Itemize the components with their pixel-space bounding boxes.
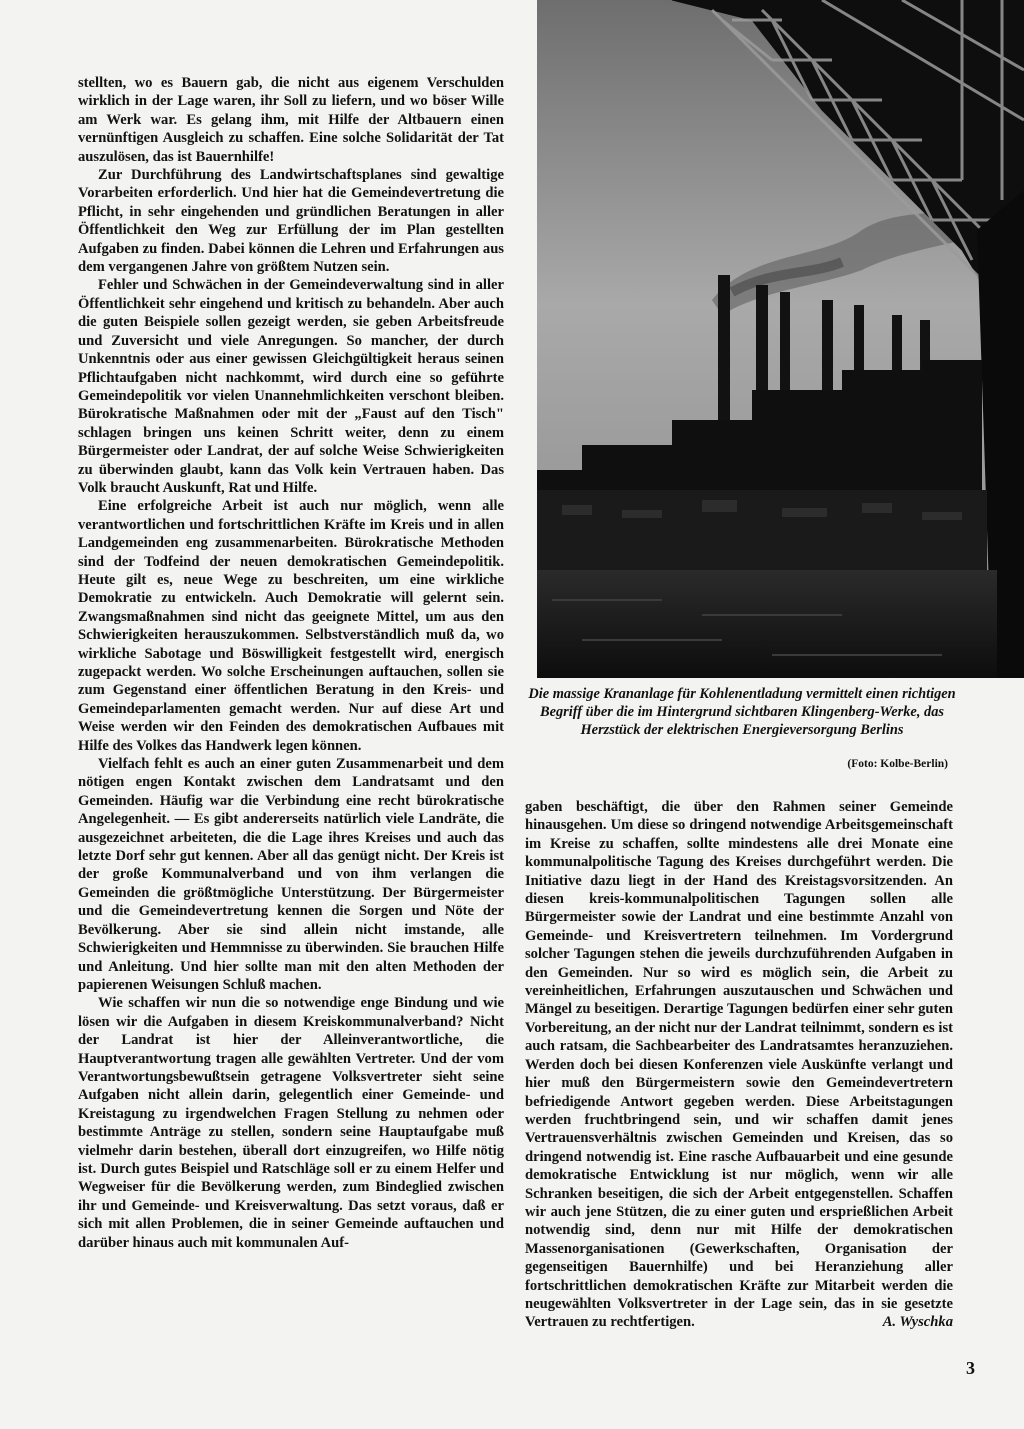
article-paragraph: Zur Durchführung des Landwirtschaftsplanes sind gewaltige Vorarbeiten erforderlich. Und hier hat die Gemeindevertretung die Pflicht, in sehr eingehenden und gründlichen Beratungen in aller Öffentlichkeit den Weg zur Erfüllung der im Plan gestellten Aufgaben zu finden. Dabei können die Lehren und Erfahrungen aus dem vergangenen Jahre von größtem Nutzen sein. (78, 167, 504, 276)
article-continuation-text: gaben beschäftigt, die über den Rahmen seiner Gemeinde hinausgehen. Um diese so dringend notwendige Arbeitsgemeinschaft im Kreise zu schaffen, sollte mindestens alle drei Monate eine kommunalpolitische Tagung des Kreises durchgeführt werden. Die Initiative dazu liegt in der Hand des Kreistagsvorsitzenden. An diesen kreis-kommunalpolitischen Tagungen sollen alle Bürgermeister sowie der Landrat und eine bestimmte Anzahl von Gemeinde- und Kreisvertretern teilnehmen. Im Vordergrund solcher Tagungen stehen die jeweils durchzuführenden Aufgaben in den Gemeinden. Nur so wird es möglich sein, die Arbeit zu vereinheitlichen, Erfahrungen auszutauschen und Schwächen und Mängel zu beseitigen. Derartige Tagungen bedürfen einer sehr guten Vorbereitung, an der nicht nur der Landrat teilnimmt, sondern es ist auch ratsam, die Sachbearbeiter des Landratsamtes heranzuziehen. Werden doch bei diesen Konferenzen viele Auskünfte verlangt und hier muß den Bürgermeistern sowie den Gemeindevertretern befriedigende Antwort gegeben werden. Diese Arbeitstagungen werden fruchtbringend sein, und wir schaffen damit jenes Vertrauensverhältnis zwischen Gemeinden und Kreisen, das so dringend notwendig ist. Eine rasche Aufbauarbeit und eine gesunde demokratische Entwicklung ist nur möglich, wenn wir alle Schranken beseitigen, die sich der Arbeit entgegenstellen. Schaffen wir auch jene Stützen, die zu einer guten und ersprießlichen Arbeit notwendig sind, denn nur mit Hilfe der demokratischen Massenorganisationen (Gewerkschaften, Organisation der gegenseitigen Bauernhilfe) und bei Heranziehung aller fortschrittlichen demokratischen Kräfte zur Mitarbeit werden die neugewählten Volksvertreter in der Lage sein, das in sie gesetzte Vertrauen zu rechtfertigen. (525, 799, 953, 1331)
article-paragraph: stellten, wo es Bauern gab, die nicht aus eigenem Verschulden wirklich in der Lage waren, ihr Soll zu liefern, und wo böser Wille am Werk war. Es gelang ihm, mit Hilfe der Altbauern einen vernünftigen Ausgleich zu schaffen. Eine solche Solidarität der Tat auszulösen, das ist Bauernhilfe! (78, 75, 504, 165)
page-number: 3 (966, 1358, 975, 1378)
photo-caption: Die massige Krananlage für Kohlenentladung vermittelt einen richtigen Begriff über die im Hintergrund sichtbaren Klingenberg-Werke, das Herzstück der elektrischen Energieversorgung Berlins (528, 686, 956, 739)
author-signature: A. Wyschka (882, 1314, 953, 1331)
article-right-column (525, 798, 953, 1332)
article-paragraph: Vielfach fehlt es auch an einer guten Zusammenarbeit und dem nötigen engen Kontakt zwischen dem Landratsamt und den Gemeinden. Häufig war die Verbindung eine recht bürokratische Angelegenheit. — Es gibt andererseits natürlich viele Landräte, die ausgezeichnet arbeiteten, die die Lage ihres Kreises und auch das letzte Dorf sehr gut kennen. Aber all das genügt nicht. Der Kreis ist der große Kommunalverband und von ihm verlangen die Gemeinden die größtmögliche Unterstützung. Der Bürgermeister und die Gemeindevertretung kennen die Sorgen und Nöte der Bevölkerung. Aber sie sind allein nicht imstande, alle Schwierigkeiten und Hemmnisse zu überwinden. Sie brauchen Hilfe und Anleitung. Und hier sollte man mit den alten Methoden der papierenen Weisungen Schluß machen. (78, 756, 504, 993)
photo-illustration (522, 0, 1024, 678)
article-paragraph: Fehler und Schwächen in der Gemeindeverwaltung sind in aller Öffentlichkeit sehr eingehend und kritisch zu behandeln. Aber auch die guten Beispiele sollen gezeigt werden, sie geben Arbeitsfreude und Zuversicht und viele Anregungen. So mancher, der durch Unkenntnis oder aus einer gewissen Gleichgültigkeit heraus seinen Pflichtaufgaben nicht nachkommt, wird durch eine so geführte Gemeindepolitik vor vielen Unannehmlichkeiten verschont bleiben. Bürokratische Maßnahmen oder mit der „Faust auf den Tisch" schlagen bringen uns keinen Schritt weiter, denn zu einem Bürgermeister oder Landrat, der auf solche Weise Schwierigkeiten zu überwinden glaubt, kann das Volk kein Vertrauen haben. Das Volk braucht Auskunft, Rat und Hilfe. (78, 277, 504, 496)
crane-power-plant-photo (522, 0, 1024, 678)
article-paragraph: Eine erfolgreiche Arbeit ist auch nur möglich, wenn alle verantwortlichen und fortschrittlichen Kräfte im Kreis und in allen Landgemeinden eng zusammenarbeiten. Bürokratische Methoden sind der Todfeind der neuen demokratischen Gemeindepolitik. Heute gilt es, neue Wege zu beschreiten, um eine wirkliche Demokratie zu entwickeln. Auch Demokratie will gelernt sein. Zwangsmaßnahmen sind nicht das geeignete Mittel, um aus den Schwierigkeiten herauszukommen. Selbstverständlich muß da, wo wirkliche Sabotage und Böswilligkeit festgestellt wird, energisch zugepackt werden. Wo solche Erscheinungen auftauchen, sollen sie zum Gegenstand einer öffentlichen Beratung in den Kreis- und Gemeindeparlamenten gemacht werden. Nur auf diese Art und Weise werden wir den Feinden des demokratischen Aufbaues mit Hilfe des Volkes das Handwerk legen können. (78, 498, 504, 754)
article-paragraph: Wie schaffen wir nun die so notwendige enge Bindung und wie lösen wir die Aufgaben in diesem Kreiskommunalverband? Nicht der Landrat ist hier der Alleinverantwortliche, die Hauptverantwortung tragen alle gewählten Vertreter. Und der vom Verantwortungsbewußtsein getragene Volksvertreter sieht seine Aufgaben nicht allein darin, gelegentlich einer Gemeinde- und Kreistagung zu irgendwelchen Fragen Stellung zu nehmen oder bestimmte Anträge zu stellen, sondern seine Hauptaufgabe muß vielmehr darin bestehen, überall dort einzugreifen, wo Hilfe nötig ist. Durch gutes Beispiel und Ratschläge soll er zu einem Helfer und Wegweiser für die Bevölkerung werden, zum Bindeglied zwischen ihr und Gemeinde- und Kreisverwaltung. Das setzt voraus, daß er sich mit allen Problemen, die in seiner Gemeinde auftauchen und darüber hinaus auch mit kommunalen Auf- (78, 995, 504, 1251)
article-paragraph (525, 798, 953, 1332)
article-left-column (78, 74, 504, 1252)
photo-credit: (Foto: Kolbe-Berlin) (847, 758, 948, 770)
